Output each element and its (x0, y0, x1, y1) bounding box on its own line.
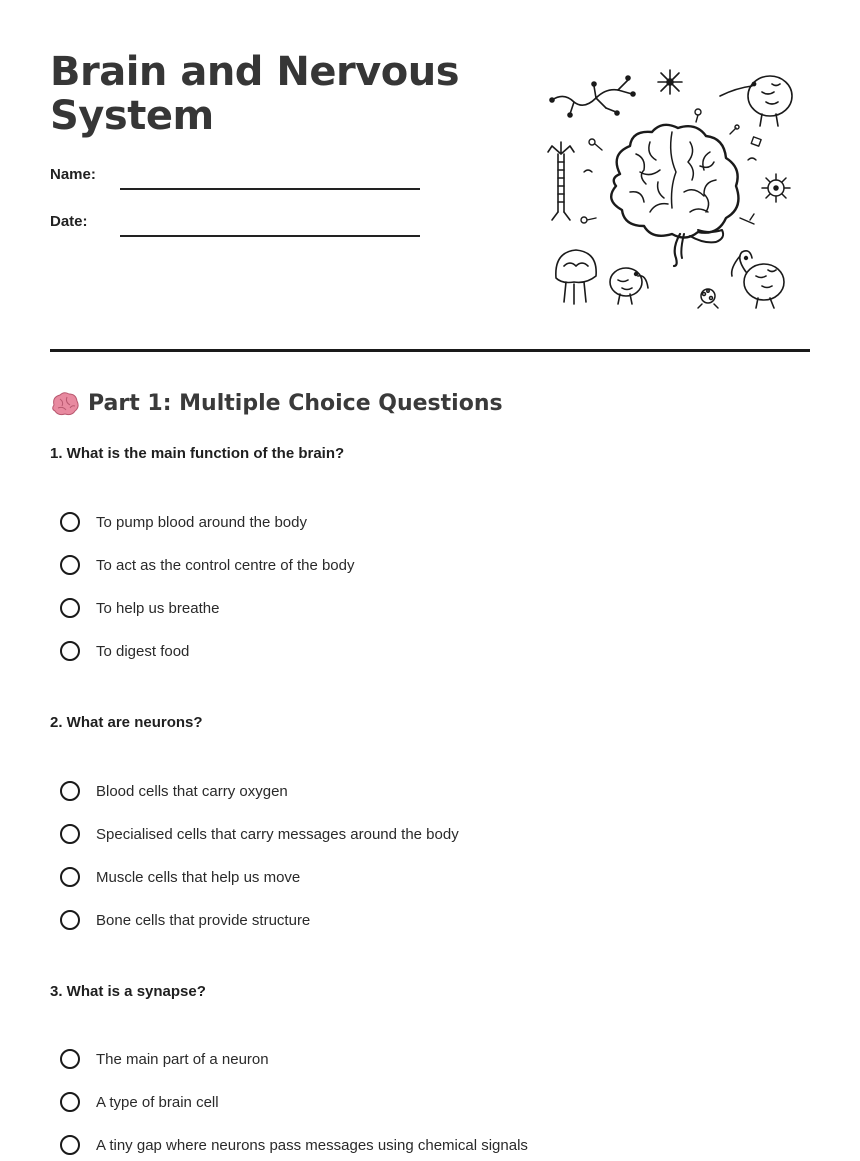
q1-option-2[interactable] (60, 552, 355, 578)
neuron-branch-icon (550, 76, 635, 117)
option-label: A tiny gap where neurons pass messages using chemical signals (96, 1136, 528, 1154)
option-label: Muscle cells that help us move (96, 868, 301, 886)
radio-button[interactable] (60, 1092, 80, 1112)
radio-button[interactable] (60, 555, 80, 575)
star-neuron-icon (658, 70, 682, 94)
radio-button[interactable] (60, 598, 80, 618)
q2-option-3[interactable] (60, 864, 300, 890)
jellyfish-icon (556, 250, 596, 304)
radio-button[interactable] (60, 641, 80, 661)
small-microbe-icon (698, 289, 718, 308)
option-label: A type of brain cell (96, 1093, 219, 1111)
microbe-icon (762, 174, 790, 202)
radio-button[interactable] (60, 512, 80, 532)
name-label: Name: (50, 166, 96, 183)
q2-option-2[interactable] (60, 821, 459, 847)
radio-button[interactable] (60, 1135, 80, 1155)
q3-option-2[interactable] (60, 1089, 219, 1115)
q2-option-4[interactable] (60, 907, 310, 933)
date-label: Date: (50, 213, 88, 230)
q1-option-4[interactable] (60, 638, 189, 664)
option-label: To act as the control centre of the body (96, 556, 355, 574)
brain-drawing-icon (611, 125, 738, 266)
q1-option-3[interactable] (60, 595, 219, 621)
q1-option-1[interactable] (60, 509, 307, 535)
option-label: Bone cells that provide structure (96, 911, 311, 929)
radio-button[interactable] (60, 867, 80, 887)
question-2: 2. What are neurons? (50, 714, 203, 731)
date-field[interactable] (50, 213, 420, 237)
q3-option-1[interactable] (60, 1046, 269, 1072)
worksheet-title: Brain and Nervous System (50, 49, 460, 139)
question-1: 1. What is the main function of the brain? (50, 445, 345, 462)
name-underline[interactable] (120, 188, 420, 190)
option-label: The main part of a neuron (96, 1050, 269, 1068)
option-label: To pump blood around the body (96, 513, 307, 531)
option-label: To help us breathe (96, 599, 220, 617)
question-3: 3. What is a synapse? (50, 983, 206, 1000)
part1-heading (50, 388, 503, 420)
option-label: To digest food (96, 642, 190, 660)
brain-illustration-icon (540, 62, 800, 314)
brain-emoji-icon (50, 391, 80, 417)
option-label: Specialised cells that carry messages around the body (96, 825, 459, 843)
q2-option-1[interactable] (60, 778, 288, 804)
kiwi-bird-large-icon (732, 251, 784, 308)
q3-option-3[interactable] (60, 1132, 528, 1158)
option-label: Blood cells that carry oxygen (96, 782, 288, 800)
kiwi-bird-icon (720, 76, 792, 126)
kiwi-chick-icon (610, 268, 648, 304)
neuron-axon-icon (548, 142, 574, 220)
name-field[interactable] (50, 166, 420, 190)
part1-heading-text: Part 1: Multiple Choice Questions (88, 391, 503, 416)
radio-button[interactable] (60, 781, 80, 801)
section-divider (50, 349, 810, 352)
radio-button[interactable] (60, 910, 80, 930)
radio-button[interactable] (60, 824, 80, 844)
radio-button[interactable] (60, 1049, 80, 1069)
date-underline[interactable] (120, 235, 420, 237)
